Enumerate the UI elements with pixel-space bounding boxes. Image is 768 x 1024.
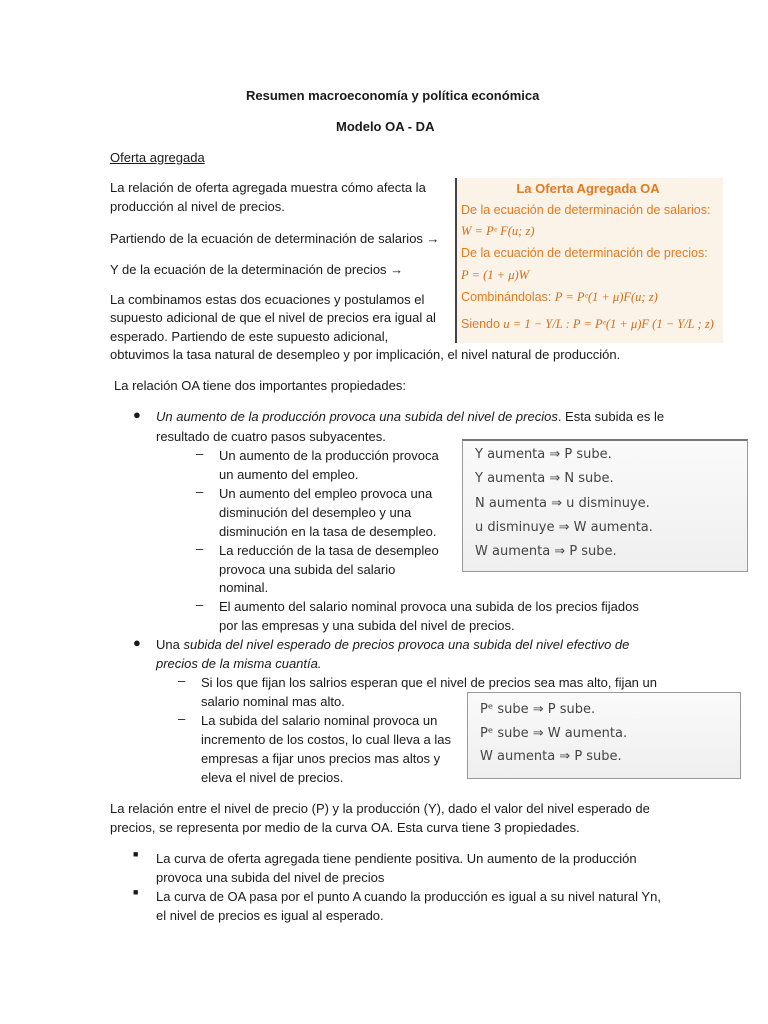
paragraph-line: obtuvimos la tasa natural de desempleo y por implicación, el nivel natural de producción. — [110, 347, 621, 362]
sub-item-line: Un aumento de la producción provoca — [219, 448, 439, 463]
figure-line: De la ecuación de determinación de precios: — [461, 246, 708, 260]
step-row: W aumenta ⇒ P sube. — [475, 544, 617, 559]
bullet-line: precios de la misma cuantía. — [156, 656, 322, 671]
sub-item-line: El aumento del salario nominal provoca una subida de los precios fijados — [219, 599, 639, 614]
sub-item-line: por las empresas y una subida del nivel de precios. — [219, 618, 515, 633]
paragraph-line: esperado. Partiendo de este supuesto adicional, — [110, 329, 389, 344]
figure-label: Siendo — [461, 317, 500, 331]
paragraph-line: producción al nivel de precios. — [110, 199, 285, 214]
step-row: W aumenta ⇒ P sube. — [480, 749, 622, 764]
sub-item-line: disminución en la tasa de desempleo. — [219, 524, 437, 539]
dash-icon: – — [196, 597, 204, 612]
paragraph-line: Partiendo de la ecuación de determinación de salarios → — [110, 231, 440, 246]
step-row: u disminuye ⇒ W aumenta. — [475, 520, 653, 535]
figure-title: La Oferta Agregada OA — [516, 181, 660, 196]
steps-figure — [462, 439, 748, 572]
square-bullet-icon: ■ — [133, 887, 139, 897]
step-row: N aumenta ⇒ u disminuye. — [475, 496, 650, 511]
wage-equation: W = Pᵉ F(u; z) — [461, 224, 535, 238]
bullet-icon: ● — [133, 635, 141, 650]
sub-item-line: empresas a fijar unos precios mas altos y — [201, 751, 441, 766]
combined-equation: P = Pᵉ(1 + μ)F(u; z) — [554, 290, 658, 304]
bullet-line: La curva de oferta agregada tiene pendiente positiva. Un aumento de la producción — [156, 851, 637, 866]
paragraph-line: Y de la ecuación de la determinación de precios → — [110, 262, 404, 277]
bullet-line: provoca una subida del nivel de precios — [156, 870, 385, 885]
sub-item-line: Si los que fijan los salrios esperan que el nivel de precios sea mas alto, fijan un — [201, 675, 657, 690]
bullet-rest: . Esta subida es le — [557, 409, 665, 424]
bullet-line: La curva de OA pasa por el punto A cuando la producción es igual a su nivel natural Yn, — [156, 889, 661, 904]
sub-item-line: La reducción de la tasa de desempleo — [219, 543, 439, 558]
dash-icon: – — [196, 484, 204, 499]
bullet-italic: subida del nivel esperado de precios provoca una subida del nivel efectivo de — [183, 637, 630, 652]
square-bullet-icon: ■ — [133, 849, 139, 859]
page-title: Resumen macroeconomía y política económica — [246, 88, 540, 103]
sub-item-line: salario nominal mas alto. — [201, 694, 345, 709]
bullet-icon: ● — [133, 407, 141, 422]
sub-item-line: provoca una subida del salario — [219, 562, 396, 577]
step-row: Pᵉ sube ⇒ W aumenta. — [480, 726, 628, 741]
bullet-line: el nivel de precios es igual al esperado. — [156, 908, 384, 923]
paragraph-line: La relación OA tiene dos importantes propiedades: — [114, 378, 406, 393]
figure-line: De la ecuación de determinación de salarios: — [461, 203, 711, 217]
step-row: Y aumenta ⇒ P sube. — [475, 447, 612, 462]
price-equation: P = (1 + μ)W — [461, 268, 530, 282]
paragraph-line: precios, se representa por medio de la curva OA. Esta curva tiene 3 propiedades. — [110, 820, 580, 835]
step-row: Pᵉ sube ⇒ P sube. — [480, 702, 596, 717]
sub-item-line: un aumento del empleo. — [219, 467, 359, 482]
sub-item-line: La subida del salario nominal provoca un — [201, 713, 438, 728]
bullet-text — [156, 635, 629, 654]
section-heading: Oferta agregada — [110, 150, 205, 165]
bullet-italic: Un aumento de la producción provoca una subida del nivel de precios — [156, 409, 558, 424]
sub-item-line: incremento de los costos, lo cual lleva a las — [201, 732, 452, 747]
paragraph-line: La combinamos estas dos ecuaciones y postulamos el — [110, 292, 425, 307]
page-subtitle: Modelo OA - DA — [336, 119, 435, 134]
bullet-line: resultado de cuatro pasos subyacentes. — [156, 429, 386, 444]
step-row: Y aumenta ⇒ N sube. — [475, 471, 614, 486]
paragraph-line: La relación de oferta agregada muestra cómo afecta la — [110, 180, 426, 195]
dash-icon: – — [178, 711, 186, 726]
dash-icon: – — [196, 541, 204, 556]
dash-icon: – — [196, 446, 204, 461]
sub-item-line: disminución del desempleo y una — [219, 505, 412, 520]
oferta-agregada-figure — [455, 178, 723, 343]
expected-price-figure — [467, 692, 741, 779]
sub-item-line: eleva el nivel de precios. — [201, 770, 344, 785]
oa-equation: u = 1 − Y/L : P = Pᵉ(1 + μ)F (1 − Y/L ; z) — [503, 317, 714, 331]
paragraph-line: La relación entre el nivel de precio (P) y la producción (Y), dado el valor del nivel esperado de — [110, 801, 650, 816]
figure-label: Combinándolas: — [461, 290, 552, 304]
bullet-prefix: Una — [156, 637, 184, 652]
sub-item-line: Un aumento del empleo provoca una — [219, 486, 433, 501]
paragraph-line: supuesto adicional de que el nivel de precios era igual al — [110, 310, 436, 325]
dash-icon: – — [178, 673, 186, 688]
sub-item-line: nominal. — [219, 580, 269, 595]
bullet-text — [156, 407, 664, 426]
